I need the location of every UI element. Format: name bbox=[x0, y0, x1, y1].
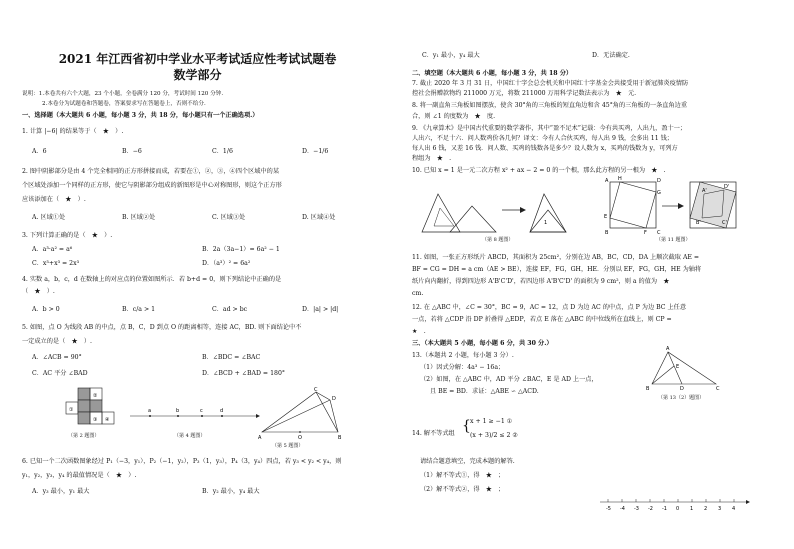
exam-title: 2021 年江西省初中学业水平考试适应性考试试题卷 bbox=[58, 52, 337, 66]
q6-option-c[interactable]: C．y₁ 最小，y₄ 最大 bbox=[422, 52, 480, 59]
q13-figure-caption: （第 13（2）题图） bbox=[658, 395, 705, 401]
q13-label-a: A bbox=[666, 346, 670, 352]
brace-icon: { bbox=[462, 418, 471, 434]
q8-figure bbox=[420, 180, 570, 240]
q14-inequality-2: (x + 3)/2 ≤ 2 ② bbox=[470, 432, 518, 439]
q4-line-2: （ ★ ）. bbox=[22, 288, 55, 295]
q11-label-a: A bbox=[605, 178, 609, 184]
q4-number-line bbox=[130, 406, 260, 426]
q2-label-1: ① bbox=[69, 407, 74, 413]
left-column bbox=[10, 0, 385, 549]
q6-line-2: y₁，y₂，y₃，y₄ 的最值情况是（ ★ ）. bbox=[22, 472, 137, 479]
q8-angle-label: 1 bbox=[544, 220, 548, 226]
axis-tick-label: 1 bbox=[690, 506, 694, 512]
q5-line-1: 5. 如图，点 O 为线段 AB 的中点，点 B，C，D 到点 O 的距离相等，连接 AC，BD. 则下面结论中不 bbox=[22, 324, 302, 331]
q4-line-1: 4. 实数 a，b，c，d 在数轴上的对应点的位置如图所示．若 b+d = 0，则下列结论中正确的是 bbox=[22, 276, 282, 283]
q12-line-1: 12. 在 △ABC 中，∠C = 30°，BC = 9，AC = 12，点 D 为边 AC 的中点，点 P 为边 BC 上任意 bbox=[412, 304, 687, 311]
q6-option-b[interactable]: B．y₂ 最小，y₄ 最大 bbox=[202, 488, 260, 495]
q8-line-1: 8. 将一副直角三角板如图摆放，使含 30°角的三角板的短直角边和含 45°角的三角板的一条直角边重 bbox=[412, 102, 688, 109]
segment-bd bbox=[330, 400, 338, 432]
q2-line-3: 应该添加在（ ★ ）. bbox=[22, 196, 86, 203]
q13-label-c: C bbox=[716, 386, 720, 392]
q14-stem: 14. 解不等式组 bbox=[412, 430, 455, 437]
q11-line-3: 纸片向内翻折，得到四边形 A'B'C'D'，若四边形 A'B'C'D' 的面积为 9 cm²，则 a 的值为 ★ bbox=[412, 278, 670, 285]
q2-line-2: 个区域处添加一个同样的正方形，使它与阴影部分组成的新图形是中心对称图形，则这个正方形 bbox=[22, 182, 282, 189]
q11-label-b-prime: B' bbox=[696, 220, 701, 226]
q2-figure-caption: （第 2 题图） bbox=[68, 433, 100, 439]
q9-line-3: 每人出 6 钱，又差 16 钱．问人数、买鸡的钱数各是多少？设人数为 x，买鸡的钱数为 y，可列方 bbox=[412, 145, 678, 152]
arrow-head bbox=[678, 203, 684, 209]
shaded-square bbox=[78, 412, 90, 424]
q4-figure-caption: （第 4 题图） bbox=[174, 433, 206, 439]
q2-label-2: ② bbox=[93, 393, 98, 399]
axis-tick-label: 3 bbox=[718, 506, 722, 512]
q14-step-2: （2）解不等式②，得 ★ ； bbox=[420, 486, 505, 493]
q13-part-2b: 且 BE = BD．求证：△ABE ∽ △ACD. bbox=[430, 388, 539, 395]
q11-label-a-prime: A' bbox=[702, 188, 707, 194]
q11-label-d: D bbox=[657, 178, 661, 184]
triangle-45-merged bbox=[530, 210, 566, 232]
axis-tick-label: -1 bbox=[662, 506, 667, 512]
q5-label-b: B bbox=[338, 435, 342, 441]
q5-label-c: C bbox=[314, 387, 318, 393]
q8-figure-caption: （第 8 题图） bbox=[482, 237, 514, 243]
q5-option-c[interactable]: C．AC 平分 ∠BAD bbox=[32, 370, 88, 377]
q2-label-4: ④ bbox=[105, 417, 110, 423]
exam-subtitle: 数学部分 bbox=[173, 68, 222, 82]
section-two-heading: 二、填空题（本大题共 6 小题，每小题 3 分，共 18 分） bbox=[412, 70, 573, 77]
note-1: 说明：1.本卷共有六个大题，23 个小题，全卷满分 120 分，考试时间 120 分钟. bbox=[22, 91, 224, 97]
q11-label-d-prime: D' bbox=[724, 184, 730, 190]
q11-label-g: G bbox=[657, 190, 661, 196]
q11-label-h: H bbox=[618, 176, 622, 182]
q1-option-b[interactable]: B．−6 bbox=[122, 148, 142, 155]
q14-step-1: （1）解不等式①，得 ★ ； bbox=[420, 472, 505, 479]
q4-label-a: a bbox=[148, 408, 152, 414]
axis-tick-label: -4 bbox=[620, 506, 625, 512]
q12-line-3: ★ . bbox=[412, 328, 426, 335]
arrow-head bbox=[520, 207, 526, 213]
q11-label-b: B bbox=[605, 230, 609, 236]
q13-head: 13.（本题共 2 小题，每小题 3 分）. bbox=[412, 352, 514, 359]
q12-line-2: 一点，若将 △CDP 沿 DP 折叠得 △EDP，若点 E 落在 △ABC 的中位线所在直线上，则 CP = bbox=[412, 316, 672, 323]
q2-line-1: 2. 图中阴影部分是由 4 个完全相同的正方形拼接而成，若要在①，②，③，④四个区域中的某 bbox=[22, 168, 280, 175]
q13-part-2a: （2）如图，在 △ABC 中，AD 平分 ∠BAC，E 是 AD 上一点， bbox=[420, 376, 598, 383]
q13-figure bbox=[646, 346, 720, 392]
q5-option-a[interactable]: A．∠ACB = 90° bbox=[32, 354, 82, 361]
note-2: 2.本卷分为试题卷和答题卷，答案要求写在答题卷上，否则不给分. bbox=[42, 101, 206, 107]
axis-tick-label: -5 bbox=[606, 506, 611, 512]
q13-label-e: E bbox=[676, 364, 680, 370]
q5-option-d[interactable]: D．∠BCD + ∠BAD = 180° bbox=[202, 370, 285, 377]
q7-line-2: 控社会捐赠款物约 211000 万元，将数 211000 万用科学记数法表示为 ★ 元. bbox=[412, 90, 637, 97]
q5-label-d: D bbox=[332, 396, 336, 402]
q4-option-d[interactable]: D．|a| > |d| bbox=[302, 306, 339, 313]
point-o bbox=[299, 431, 301, 433]
q5-line-2: 一定成立的是（ ★ ）. bbox=[22, 338, 93, 345]
q4-option-a[interactable]: A．b > 0 bbox=[32, 306, 60, 313]
q1-option-d[interactable]: D．−1/6 bbox=[302, 148, 329, 155]
q11-label-c-prime: C' bbox=[722, 220, 727, 226]
q7-line-1: 7. 截止 2020 年 3 月 31 日，中国红十字会总会机关和中国红十字基金会共接受用于新冠肺炎疫情防 bbox=[412, 80, 689, 87]
q11-line-4: cm. bbox=[412, 290, 424, 297]
q1-stem: 1. 计算 |−6| 的结果等于（ ★ ）. bbox=[22, 128, 124, 135]
axis-arrow bbox=[746, 500, 750, 504]
section-three-heading: 三、（本大题共 5 小题，每小题 6 分，共 30 分.） bbox=[412, 340, 553, 347]
q5-figure bbox=[258, 388, 348, 440]
shaded-square bbox=[90, 400, 102, 412]
q11-line-1: 11. 如图，一张正方形纸片 ABCD，其面积为 25cm²，分别在边 AB，BC，CD，DA 上顺次截取 AE = bbox=[412, 254, 700, 261]
q5-label-o: O bbox=[298, 435, 302, 441]
tick-group bbox=[606, 499, 735, 512]
point-a bbox=[149, 415, 151, 417]
triangle-45 bbox=[450, 206, 496, 232]
q11-line-2: BF = CG = DH = a cm（AE > BE），连接 EF，FG，GH，HE．分别以 EF，FG，GH，HE 为轴将 bbox=[412, 266, 702, 273]
q3-option-c[interactable]: C．x³+x³ = 2x³ bbox=[32, 260, 80, 267]
q5-option-b[interactable]: B．∠BDC = ∠BAC bbox=[202, 354, 261, 361]
q4-label-b: b bbox=[176, 408, 180, 414]
q11-label-c: C bbox=[657, 230, 661, 236]
axis-tick-label: 2 bbox=[704, 506, 708, 512]
q1-option-a[interactable]: A．6 bbox=[32, 148, 47, 155]
q2-label-3: ③ bbox=[93, 417, 98, 423]
q6-line-1: 6. 已知一个二次函数图象经过 P₁（−3，y₁），P₂（−1，y₂），P₃（1，y₃），P₄（3，y₄）四点，若 y₃ < y₂ < y₄，则 bbox=[22, 458, 342, 465]
q14-number-line bbox=[600, 496, 750, 516]
q13-label-d: D bbox=[680, 386, 684, 392]
point-d bbox=[221, 415, 223, 417]
q2-option-b[interactable]: B. 区域②处 bbox=[122, 214, 156, 221]
shaded-square bbox=[78, 388, 90, 400]
q4-label-c: c bbox=[200, 408, 203, 414]
q6-option-a[interactable]: A．y₃ 最小，y₁ 最大 bbox=[32, 488, 90, 495]
q11-figure bbox=[600, 176, 750, 238]
segment-ad bbox=[262, 400, 330, 432]
q8-line-2: 合，则 ∠1 的度数为 ★ 度. bbox=[412, 113, 496, 120]
q3-option-a[interactable]: A．a³·a² = a⁶ bbox=[32, 246, 73, 253]
q11-label-f: F bbox=[644, 230, 647, 236]
q2-option-d[interactable]: D. 区域④处 bbox=[302, 214, 336, 221]
q9-line-1: 9. 《九章算术》是中国古代重要的数学著作，其中“盈不足术”记载：今有共买鸡，人出九，盈十一； bbox=[412, 125, 687, 132]
q9-line-2: 人出六，不足十六．问人数鸡价各几何？译文：今有人合伙买鸡，每人出 9 钱，会多出 11 钱； bbox=[412, 135, 673, 142]
q11-label-e: E bbox=[604, 214, 608, 220]
q2-option-a[interactable]: A. 区域①处 bbox=[32, 214, 66, 221]
q10-stem: 10. 已知 x = 1 是一元二次方程 x² + ax − 2 = 0 的一个根，那么此方程的另一根为 ★ . bbox=[412, 167, 666, 174]
q14-instruction: 请结合题意填空，完成本题的解答. bbox=[420, 458, 515, 465]
section-one-heading: 一、选择题（本大题共 6 小题，每小题 3 分，共 18 分，每小题只有一个正确选项.） bbox=[22, 112, 259, 119]
q14-inequality-1: x + 1 ≥ −1 ① bbox=[470, 418, 513, 425]
shaded-square bbox=[78, 400, 90, 412]
square-abcd bbox=[610, 182, 656, 228]
q11-figure-caption: （第 11 题图） bbox=[656, 237, 691, 243]
axis-tick-label: 0 bbox=[676, 506, 680, 512]
q3-stem: 3. 下列计算正确的是（ ★ ）. bbox=[22, 232, 113, 239]
axis-tick-label: -2 bbox=[648, 506, 653, 512]
q3-option-d[interactable]: D．（a³）² = 6a² bbox=[202, 260, 251, 267]
q9-line-4: 程组为 ★ . bbox=[412, 155, 452, 162]
axis-tick-label: 4 bbox=[732, 506, 736, 512]
triangle-30 bbox=[422, 194, 460, 232]
q4-option-c[interactable]: C．ad > bc bbox=[212, 306, 248, 313]
q4-label-d: d bbox=[220, 408, 224, 414]
q6-option-d[interactable]: D．无法确定. bbox=[592, 52, 630, 59]
axis-tick-label: -3 bbox=[634, 506, 639, 512]
q3-option-b[interactable]: B．2a（3a−1）= 6a² − 1 bbox=[202, 246, 280, 253]
q13-part-1: （1）因式分解：4a³ − 16a； bbox=[420, 364, 505, 371]
segment-be bbox=[652, 366, 674, 384]
q5-label-a: A bbox=[258, 435, 262, 441]
q5-figure-caption: （第 5 题图） bbox=[272, 443, 304, 449]
q1-option-c[interactable]: C．1/6 bbox=[212, 148, 233, 155]
point-b bbox=[177, 415, 179, 417]
quad-efgh bbox=[610, 182, 656, 228]
q13-label-b: B bbox=[646, 386, 650, 392]
right-column bbox=[400, 0, 784, 549]
q2-option-c[interactable]: C. 区域③处 bbox=[212, 214, 246, 221]
triangle-30-merged bbox=[530, 194, 566, 232]
point-c bbox=[201, 415, 203, 417]
q4-option-b[interactable]: B．c/a > 1 bbox=[122, 306, 156, 313]
triangle-abc bbox=[652, 352, 716, 384]
